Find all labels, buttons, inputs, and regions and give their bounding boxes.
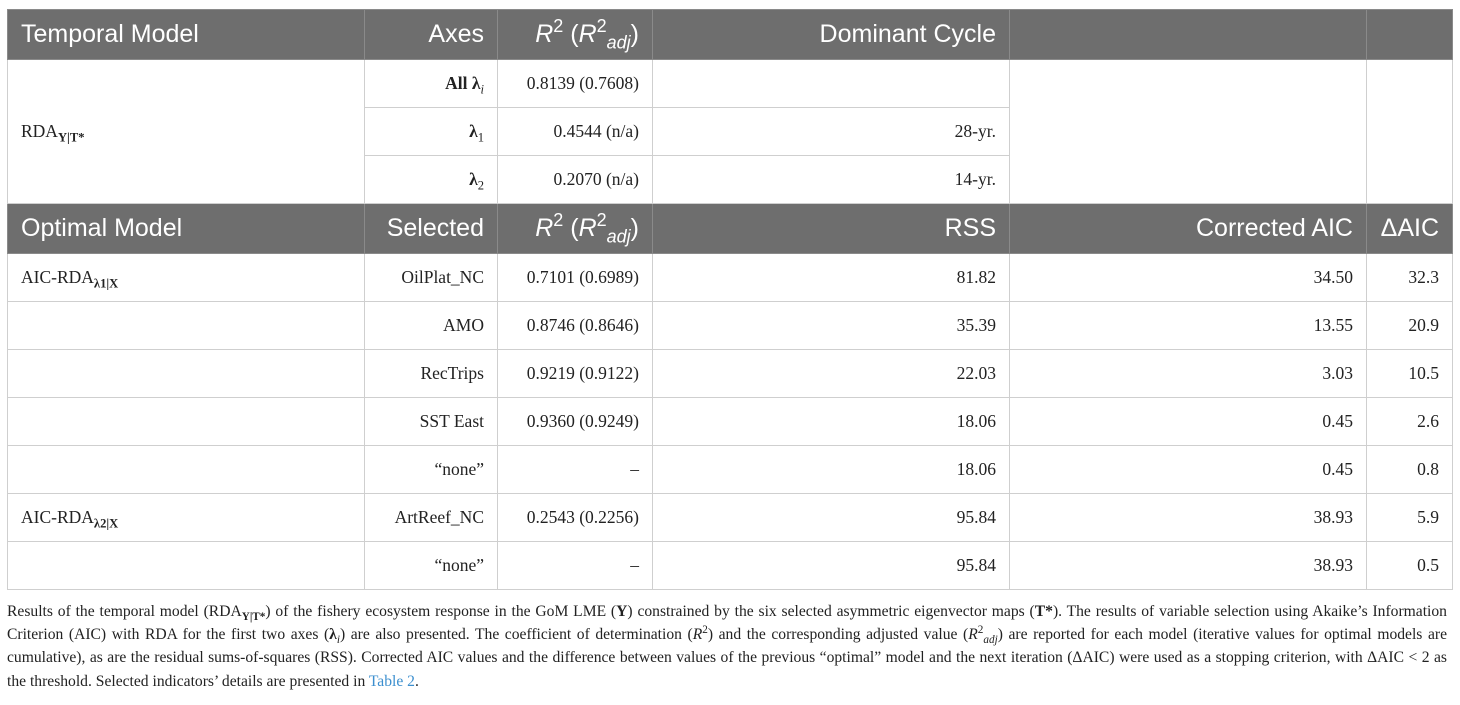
cycle-value: 14-yr. [653,156,1010,204]
r2-value: 0.2543 (0.2256) [498,494,653,542]
table-row [8,542,1453,590]
header-selected: Selected [365,204,498,254]
rss-value: 35.39 [653,302,1010,350]
table-row [8,398,1453,446]
delta-aic-value: 0.5 [1367,542,1453,590]
optimal-model-name [8,302,365,350]
r2-value: – [498,446,653,494]
header-dominant-cycle: Dominant Cycle [653,10,1010,60]
table-row [8,350,1453,398]
delta-aic-value: 32.3 [1367,254,1453,302]
cycle-value [653,60,1010,108]
aic-value: 38.93 [1010,494,1367,542]
table-row [8,254,1453,302]
header-axes: Axes [365,10,498,60]
selected-variable: ArtReef_NC [365,494,498,542]
r2-value: 0.8746 (0.8646) [498,302,653,350]
empty-cell [1367,60,1453,204]
aic-value: 0.45 [1010,398,1367,446]
header-empty-2 [1367,10,1453,60]
header-r2-optimal: $R^2$ $(R^2_{adj})$ [498,204,653,254]
table-row [8,60,1453,108]
optimal-model-name [8,350,365,398]
aic-value: 3.03 [1010,350,1367,398]
aic-value: 38.93 [1010,542,1367,590]
aic-value: 34.50 [1010,254,1367,302]
rss-value: 22.03 [653,350,1010,398]
aic-value: 0.45 [1010,446,1367,494]
axis-label: $\lambda_1$ [365,108,498,156]
axis-label: $\lambda_2$ [365,156,498,204]
optimal-model-name [8,446,365,494]
selected-variable: OilPlat_NC [365,254,498,302]
optimal-model-name [8,398,365,446]
empty-cell [1010,60,1367,204]
r2-value: 0.7101 (0.6989) [498,254,653,302]
table-row [8,302,1453,350]
temporal-model-name: $RDA_{Y|T*}$ [8,60,365,204]
r2-value: 0.8139 (0.7608) [498,60,653,108]
header-delta-aic: ΔAIC [1367,204,1453,254]
header-temporal-model: Temporal Model [8,10,365,60]
rss-value: 95.84 [653,542,1010,590]
r2-value: 0.2070 (n/a) [498,156,653,204]
rss-value: 18.06 [653,446,1010,494]
rss-value: 81.82 [653,254,1010,302]
selected-variable: “none” [365,542,498,590]
r2-value: 0.4544 (n/a) [498,108,653,156]
results-table [7,9,1453,590]
table-2-link[interactable]: Table 2 [368,672,415,690]
cycle-value: 28-yr. [653,108,1010,156]
table-caption: Results of the temporal model $(RDA_{Y|T*})$ of the fishery ecosystem response in the GoM LME (Y) constrained by the six selected asymmetric eigenvector maps (T*). The results of variable selection using Akaike’s Information Criterion (AIC) with RDA for the first two axes $(\lambda_i)$ are also presented. The coefficient of determination $(R^2)$ and the corresponding adjusted value $(R^2_{adj})$ are reported for each model (iterative values for optimal models are cumulative), as are the residual sums-of-squares (RSS). Corrected AIC values and the difference between values of the previous “optimal” model and the next iteration (ΔAIC) were used as a stopping criterion, with ΔAIC < 2 as the threshold. Selected indicators’ details are presented in Table 2. [7,603,1447,690]
optimal-model-name: AIC-$RDA_{\lambda 2|X}$ [8,494,365,542]
header-optimal-model: Optimal Model [8,204,365,254]
table-row [8,494,1453,542]
selected-variable: SST East [365,398,498,446]
rss-value: 18.06 [653,398,1010,446]
aic-value: 13.55 [1010,302,1367,350]
axis-label: All $\lambda_i$ [365,60,498,108]
optimal-header-row [8,204,1453,254]
header-rss: RSS [653,204,1010,254]
selected-variable: AMO [365,302,498,350]
selected-variable: RecTrips [365,350,498,398]
delta-aic-value: 0.8 [1367,446,1453,494]
delta-aic-value: 10.5 [1367,350,1453,398]
table-row [8,446,1453,494]
header-r2: $R^2$ $(R^2_{adj})$ [498,10,653,60]
header-corrected-aic: Corrected AIC [1010,204,1367,254]
optimal-model-name: AIC-$RDA_{\lambda 1|X}$ [8,254,365,302]
r2-value: 0.9360 (0.9249) [498,398,653,446]
temporal-header-row [8,10,1453,60]
delta-aic-value: 2.6 [1367,398,1453,446]
header-empty-1 [1010,10,1367,60]
rss-value: 95.84 [653,494,1010,542]
delta-aic-value: 20.9 [1367,302,1453,350]
selected-variable: “none” [365,446,498,494]
r2-value: – [498,542,653,590]
r2-value: 0.9219 (0.9122) [498,350,653,398]
optimal-model-name [8,542,365,590]
delta-aic-value: 5.9 [1367,494,1453,542]
